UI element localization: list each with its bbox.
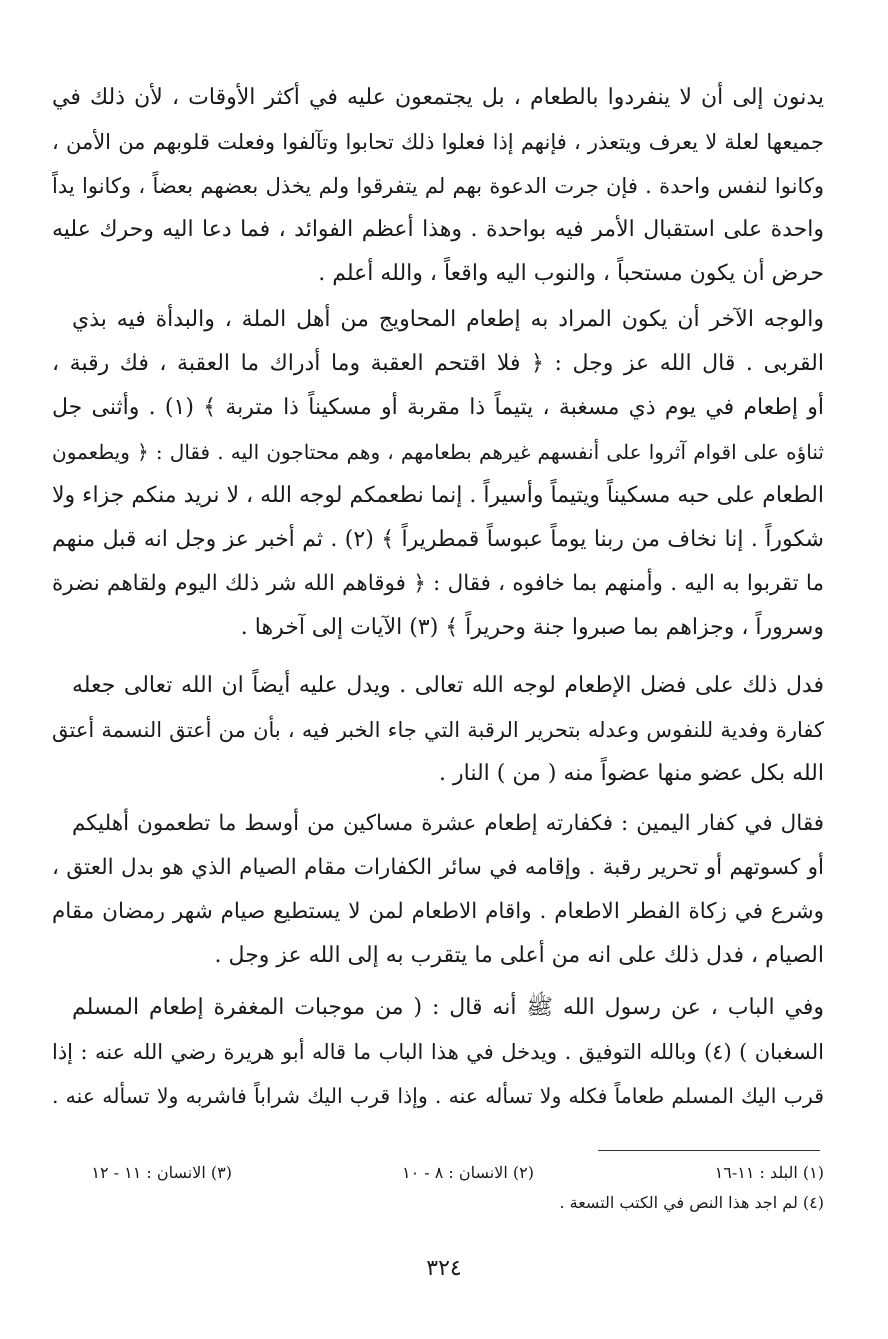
footnote-3: (٣) الانسان : ١١ - ١٢	[91, 1163, 232, 1182]
text-line: حرض أن يكون مستحباً ، والنوب اليه واقعاً ، والله أعلم .	[318, 261, 824, 286]
text-line: والوجه الآخر أن يكون المراد به إطعام المحاويج من أهل الملة ، والبدأة فيه بذي	[72, 307, 824, 332]
footnote-divider	[598, 1150, 820, 1151]
text-line: السغبان ) (٤) وبالله التوفيق . ويدخل في هذا الباب ما قاله أبو هريرة رضي الله عنه : إذا	[52, 1040, 824, 1064]
text-line: جميعها لعلة لا يعرف ويتعذر ، فإنهم إذا فعلوا ذلك تحابوا وتآلفوا وفعلت قلوبهم من الأمن ،	[52, 130, 824, 154]
footnote-1: (١) البلد : ١١-١٦	[714, 1163, 824, 1182]
footnote-4: (٤) لم اجد هذا النص في الكتب التسعة .	[559, 1193, 824, 1212]
footnote-2: (٢) الانسان : ٨ - ١٠	[401, 1163, 534, 1182]
text-line: واحدة على استقبال الأمر فيه بواحدة . وهذا أعظم الفوائد ، فما دعا اليه وحرك عليه	[52, 217, 824, 242]
text-line: شكوراً . إنا نخاف من ربنا يوماً عبوساً قمطريراً ﴾ (٢) . ثم أخبر عز وجل انه قبل منهم	[52, 527, 824, 552]
text-line: الطعام على حبه مسكيناً ويتيماً وأسيراً . إنما نطعمكم لوجه الله ، لا نريد منكم جزاء ولا	[52, 483, 824, 508]
text-line: فدل ذلك على فضل الإطعام لوجه الله تعالى . ويدل عليه أيضاً ان الله تعالى جعله	[72, 673, 824, 698]
text-line: يدنون إلى أن لا ينفردوا بالطعام ، بل يجتمعون عليه في أكثر الأوقات ، لأن ذلك في	[52, 85, 824, 110]
text-line: الله بكل عضو منها عضواً منه ( من ) النار .	[439, 761, 824, 786]
text-line: أو كسوتهم أو تحرير رقبة . وإقامه في سائر الكفارات مقام الصيام الذي هو بدل العتق ،	[52, 855, 824, 880]
text-line: القربى . قال الله عز وجل : ﴿ فلا اقتحم العقبة وما أدراك ما العقبة ، فك رقبة ،	[52, 351, 824, 376]
text-line: وفي الباب ، عن رسول الله ﷺ أنه قال : ( من موجبات المغفرة إطعام المسلم	[72, 995, 824, 1020]
text-line: أو إطعام في يوم ذي مسغبة ، يتيماً ذا مقربة أو مسكيناً ذا متربة ﴾ (١) . وأثنى جل	[52, 395, 824, 420]
text-line: الصيام ، فدل ذلك على انه من أعلى ما يتقرب به إلى الله عز وجل .	[214, 943, 824, 968]
page-number: ٣٢٤	[426, 1256, 462, 1281]
text-line: ما تقربوا به اليه . وأمنهم بما خافوه ، فقال : ﴿ فوقاهم الله شر ذلك اليوم ولقاهم نضرة	[52, 571, 824, 596]
text-line: ثناؤه على اقوام آثروا على أنفسهم غيرهم بطعامهم ، وهم محتاجون اليه . فقال : ﴿ ويطعمون	[52, 440, 824, 464]
text-line: قرب اليك المسلم طعاماً فكله ولا تسأله عنه . وإذا قرب اليك شراباً فاشربه ولا تسأله عنه .	[52, 1084, 824, 1108]
text-line: وكانوا لنفس واحدة . فإن جرت الدعوة بهم لم يتفرقوا ولم يخذل بعضهم بعضاً ، وكانوا يداً	[52, 174, 824, 198]
text-line: كفارة وفدية للنفوس وعدله بتحرير الرقبة التي جاء الخبر فيه ، بأن من أعتق النسمة أعتق	[52, 718, 824, 742]
text-line: فقال في كفار اليمين : فكفارته إطعام عشرة مساكين من أوسط ما تطعمون أهليكم	[72, 811, 824, 836]
text-line: وشرع في زكاة الفطر الاطعام . واقام الاطعام لمن لا يستطيع صيام شهر رمضان مقام	[52, 899, 824, 924]
text-line: وسروراً ، وجزاهم بما صبروا جنة وحريراً ﴾ (٣) الآيات إلى آخرها .	[240, 615, 824, 640]
